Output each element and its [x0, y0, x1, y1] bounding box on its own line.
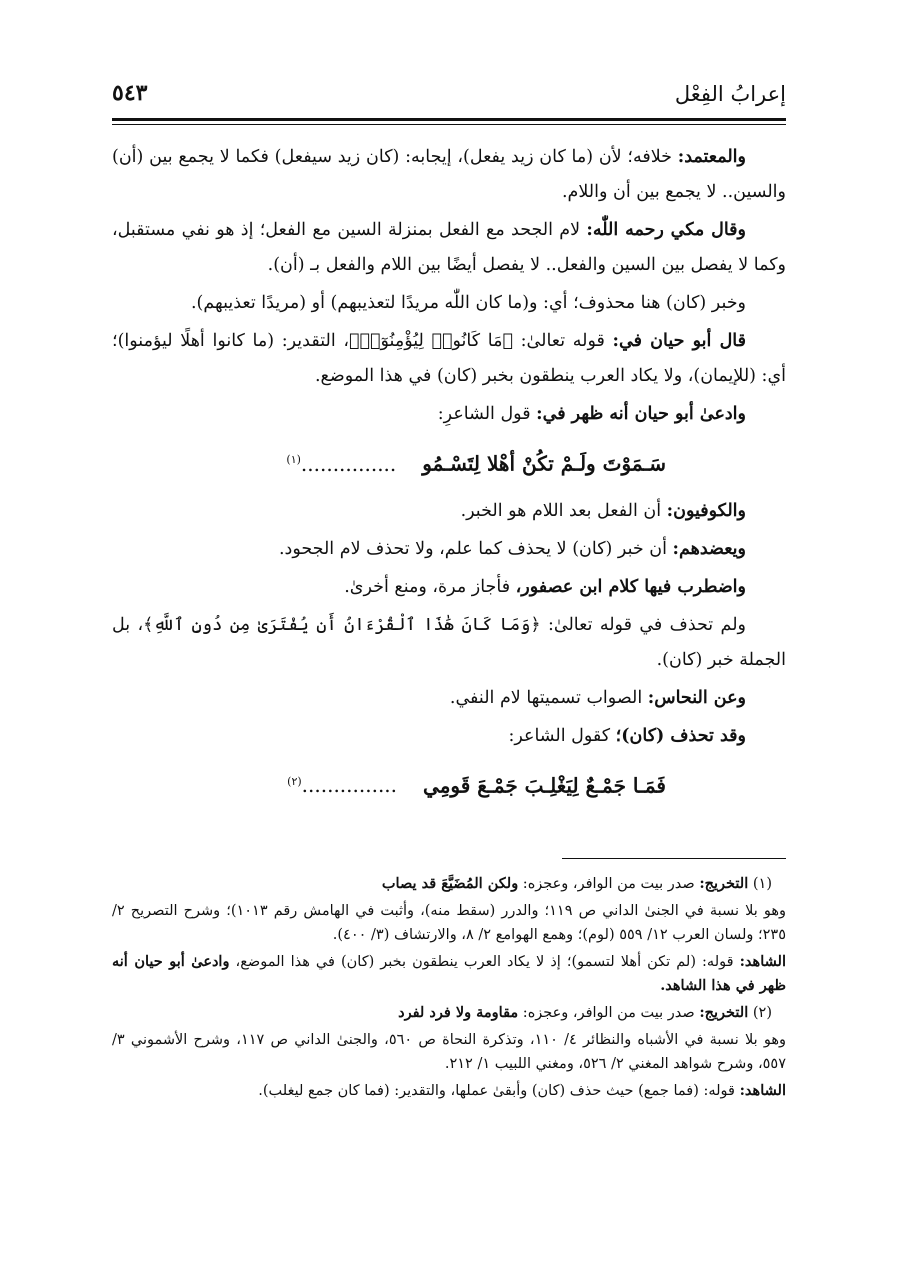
- paragraph-text: أن خبر (كان) لا يحذف كما علم، ولا تحذف لام الجحود.: [278, 538, 673, 559]
- paragraph-11: [112, 719, 786, 754]
- paragraph-text: ، بل الجملة خبر (كان).: [112, 614, 786, 670]
- paragraph-lead: وقد تحذف (كان)؛: [615, 725, 746, 746]
- paragraph-text: قول الشاعرِ:: [437, 404, 537, 424]
- footnote-text: صدر بيت من الوافر، وعجزه:: [518, 876, 700, 892]
- paragraph-8: [112, 570, 786, 605]
- paragraph-text: خلافه؛ لأن (ما كان زيد يفعل)، إيجابه: (كان زيد سيفعل) فكما لا يجمع بين (أن) والسين.. لا يجمع بين أن واللام.: [112, 147, 786, 202]
- footnote-text: قوله: (لم تكن أهلا لتسمو)؛ إذ لا يكاد العرب ينطقون بخبر (كان) في هذا الموضع،: [229, 954, 740, 970]
- paragraph-text: لام الجحد مع الفعل بمنزلة السين مع الفعل؛ إذ هو نفي مستقبل، وكما لا يفصل بين السين والفعل.. لا يفصل أيضًا بين اللام والفعل بـ (أن).: [112, 220, 786, 275]
- poem-verse-1: [112, 438, 786, 486]
- footnote-1-sources: [112, 899, 786, 947]
- main-text: [112, 140, 786, 815]
- paragraph-text: ، التقدير: (ما كانوا أهلًا ليؤمنوا)؛ أي: (للإيمان)، ولا يكاد العرب ينطقون بخبر (كان) في هذا الموضع.: [112, 331, 786, 386]
- paragraph-9: [112, 608, 786, 678]
- footnote-text: صدر بيت من الوافر، وعجزه:: [518, 1005, 700, 1021]
- poem-verse-2: [112, 760, 786, 808]
- paragraph-text: الصواب تسميتها لام النفي.: [449, 687, 648, 708]
- footnote-bold-text: وادعىٰ أبو حيان أنه ظهر في هذا الشاهد.: [112, 953, 786, 994]
- page-header: [112, 78, 786, 114]
- footnote-2-shahid: [112, 1079, 786, 1103]
- footnote-marker: (١): [286, 453, 301, 466]
- paragraph-6: [112, 494, 786, 529]
- paragraph-lead: قال أبو حيان في:: [612, 331, 746, 351]
- footnote-number: (٢): [752, 1005, 772, 1021]
- footnote-number: (١): [752, 876, 772, 892]
- footnote-text: قوله: (فما جمع) حيث حذف (كان) وأبقىٰ عملها، والتقدير: (فما كان جمع ليغلب).: [258, 1083, 740, 1099]
- paragraph-10: [112, 681, 786, 716]
- verse-ellipsis: ...............: [300, 451, 397, 476]
- footnote-1-takhrij: [112, 872, 786, 896]
- footnote-2-sources: [112, 1028, 786, 1076]
- quran-quote: ﴿مَا كَانُوا۟ لِيُؤْمِنُوٓا۟﴾: [349, 331, 513, 351]
- paragraph-lead: وقال مكي رحمه اللّٰه:: [586, 220, 747, 240]
- footnote-text: وهو بلا نسبة في الأشباه والنظائر ٤/ ١١٠، وتذكرة النحاة ص ٥٦٠، والجنىٰ الداني ص ١١٧، وشرح الأشموني ٣/ ٥٥٧، وشرح شواهد المغني ٢/ ٥٢٦، ومغني اللبيب ١/ ٢١٢.: [112, 1032, 787, 1072]
- verse-text: سَـمَوْتَ ولَـمْ تكُنْ أهْلا لِتَسْـمُو: [422, 451, 666, 476]
- footnote-lead: التخريج:: [699, 875, 749, 892]
- paragraph-text: ولم تحذف في قوله تعالىٰ:: [540, 614, 746, 635]
- paragraph-lead: ويعضدهم:: [672, 538, 746, 559]
- header-rule-thick: [112, 118, 786, 121]
- paragraph-3: [112, 286, 786, 321]
- running-title: إعرابُ الفِعْل: [674, 82, 786, 106]
- footnote-text: وهو بلا نسبة في الجنىٰ الداني ص ١١٩؛ والدرر (سقط منه)، وأثبت في الهامش رقم ١٠١٣)؛ وشرح التصريح ٢/ ٢٣٥؛ ولسان العرب ١٢/ ٥٥٩ (لوم)؛ وهمع الهوامع ٢/ ٨، والارتشاف (٣/ ٤٠٠).: [112, 903, 786, 943]
- paragraph-7: [112, 532, 786, 567]
- quran-quote: ﴿وَمَا كَانَ هَٰذَا ٱلْقُرْءَانُ أَن يُفْتَرَىٰ مِن دُونِ ٱللَّهِ﴾: [143, 614, 541, 635]
- paragraph-1: [112, 140, 786, 210]
- paragraph-lead: وادعىٰ أبو حيان أنه ظهر في:: [536, 404, 746, 424]
- verse-ellipsis: ...............: [301, 773, 398, 798]
- paragraph-lead: وعن النحاس:: [647, 687, 746, 708]
- paragraph-lead: والكوفيون:: [666, 500, 746, 521]
- footnote-verse-tail: مقاومة ولا فرد لفرد: [398, 1004, 519, 1021]
- footnote-verse-tail: ولكن المُضَيَّعَ قد يصاب: [381, 875, 519, 892]
- footnote-1-shahid: [112, 950, 786, 998]
- footnote-lead: الشاهد:: [739, 1082, 786, 1099]
- paragraph-text: أن الفعل بعد اللام هو الخبر.: [460, 500, 667, 521]
- footnote-lead: الشاهد:: [739, 953, 786, 970]
- footnote-marker: (٢): [287, 774, 302, 788]
- footnote-separator: [562, 858, 786, 859]
- paragraph-text: كقول الشاعر:: [508, 725, 616, 746]
- paragraph-5: [112, 397, 786, 432]
- paragraph-text: وخبر (كان) هنا محذوف؛ أي: و(ما كان اللّٰه مريدًا لتعذيبهم) أو (مريدًا تعذيبهم).: [190, 293, 746, 313]
- paragraph-2: [112, 213, 786, 283]
- verse-text: فَمَـا جَمْـعٌ لِيَغْلِـبَ جَمْـعَ قَومِي: [423, 773, 666, 798]
- header-rule-thin: [112, 124, 786, 125]
- footnotes: [112, 872, 786, 1106]
- paragraph-text: قوله تعالىٰ:: [512, 331, 613, 351]
- footnote-lead: التخريج:: [699, 1004, 749, 1021]
- paragraph-lead: واضطرب فيها كلام ابن عصفور،: [515, 576, 746, 597]
- paragraph-text: فأجاز مرة، ومنع أخرىٰ.: [344, 576, 516, 597]
- paragraph-4: [112, 324, 786, 394]
- page-number: ٥٤٣: [112, 80, 148, 106]
- paragraph-lead: والمعتمد:: [677, 147, 746, 167]
- footnote-2-takhrij: [112, 1001, 786, 1025]
